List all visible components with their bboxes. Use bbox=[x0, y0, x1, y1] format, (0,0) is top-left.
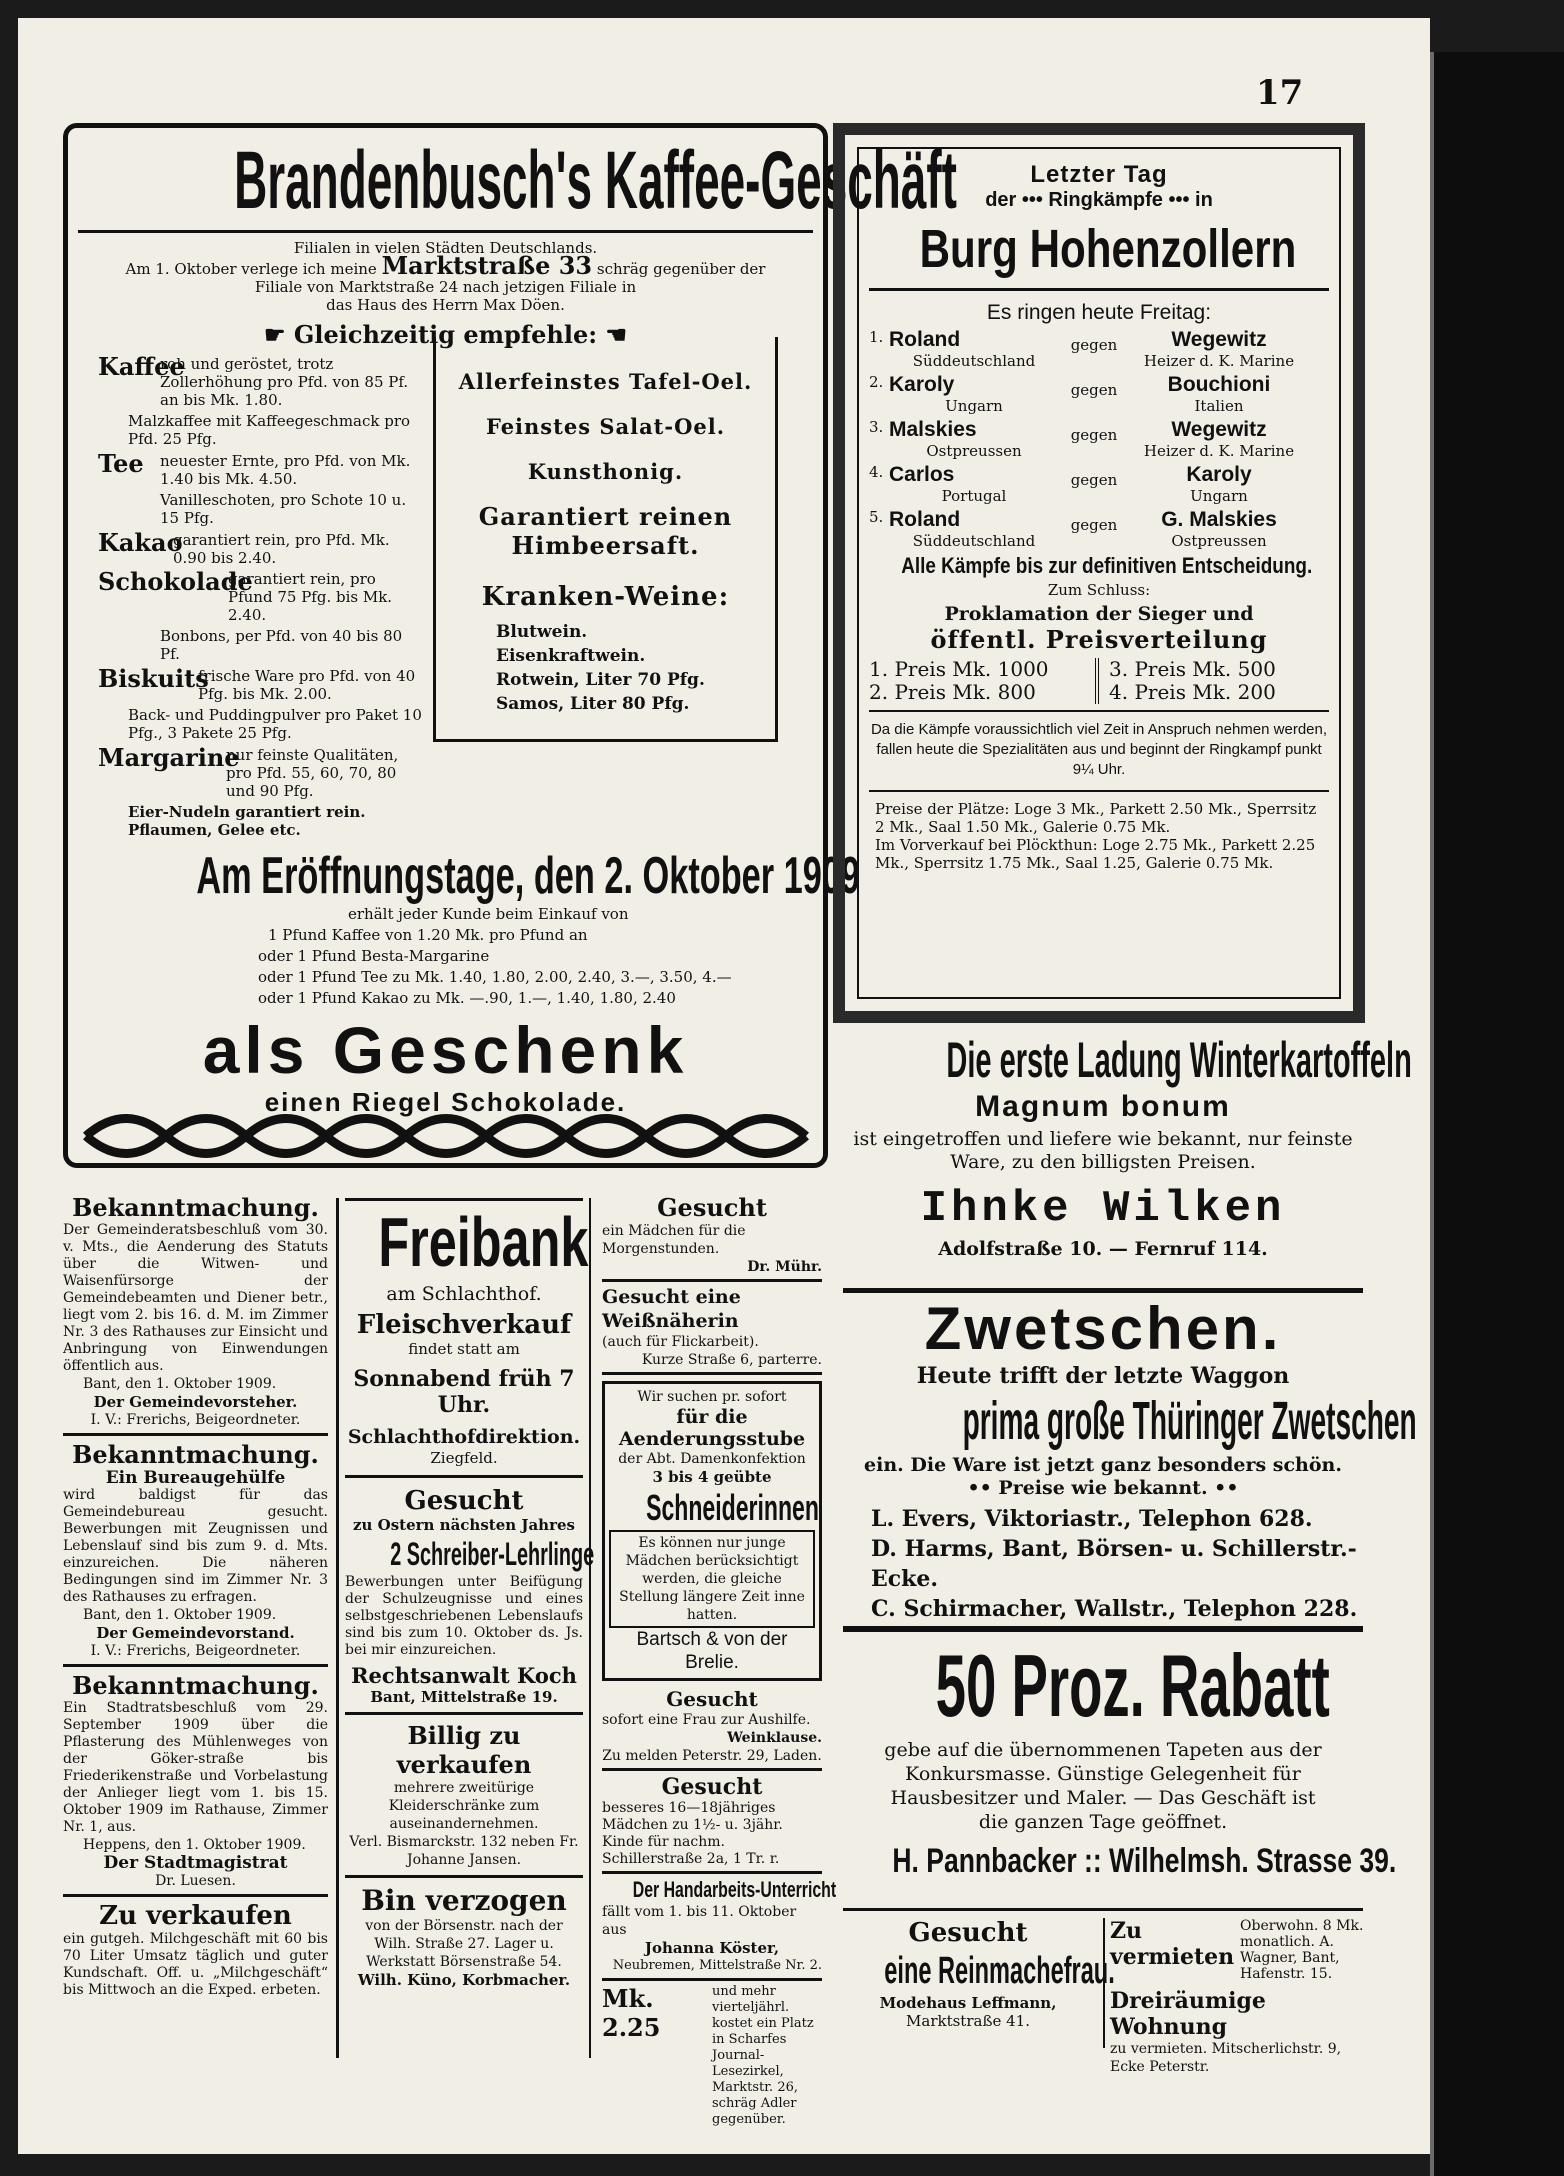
opening-day-heading: Am Eröffnungstage, den 2. Oktober 1909 bbox=[196, 847, 861, 905]
gift-heading: als Geschenk bbox=[202, 1013, 689, 1087]
pointing-hand-left-icon: ☚ bbox=[605, 320, 627, 349]
move-notice: Am 1. Oktober verlege ich meine Marktstraße 33 schräg gegenüber der Filiale von Marktstraße 24 nach jetzigen Filiale in das Haus des Herrn Max Döen. bbox=[125, 251, 766, 314]
zwetschen-sellers: L. Evers, Viktoriastr., Telephon 628. D. Harms, Bant, Börsen- u. Schillerstr.-Ecke. C. Schirmacher, Wallstr., Telephon 228. bbox=[871, 1506, 1358, 1622]
brandenbusch-title: Brandenbusch's Kaffee-Geschäft bbox=[234, 135, 957, 226]
column-1: Bekanntmachung. Der Gemeinderatsbeschluß vom 30. v. Mts., die Aenderung des Statuts über die Witwen- und Waisenfürsorge der Gemeindebeamten und Diener betr., liegt vom 2. bis 16. d. M. im Zimmer Nr. 3 des Rathauses zur Einsicht und Anbringung von Einwendungen öffentlich aus. Bant, den 1. Oktober 1909. Der Gemeindevorsteher. I. V.: Frerichs, Beigeordneter. Bekanntmachung. Ein Bureaugehülfe wird baldigst für das Gemeindebureau gesucht. Bewerbungen mit Zeugnissen und Lebenslauf sind bis zum 9. d. Mts. einzureichen. Die näheren Bedingungen sind im Zimmer Nr. 3 des Rathauses zu erfragen. Bant, den 1. Oktober 1909. Der Gemeindevorstand. I. V.: Frerichs, Beigeordneter. Bekanntmachung. Ein Stadtratsbeschluß vom 29. September 1909 über die Pflasterung des Mühlenweges von der Göker-straße bis Friederikenstraße und Vorbelastung der Anlieger liegt vom 1. bis 15. Oktober 1909 im Rathause, Zimmer Nr. 1, aus. Heppens, den 1. Oktober 1909. Der Stadtmagistrat Dr. Luesen. Zu verkaufen ein gutgeh. Milchgeschäft mit 60 bis 70 Liter Umsatz täglich und guter Kundschaft. Off. u. „Milchgeschäft“ bis Mittwoch an die Exped. erbeten. bbox=[63, 1193, 328, 1998]
brandenbusch-products-right: Allerfeinstes Tafel-Oel. Feinstes Salat-Oel. Kunsthonig. Garantiert reinen Himbeersaft. Kranken-Weine: Blutwein. Eisenkraftwein. Rotwein, Liter 70 Pfg. Samos, Liter 80 Pfg. bbox=[433, 337, 778, 742]
prize-table: 1. Preis Mk. 1000 3. Preis Mk. 500 2. Preis Mk. 800 4. Preis Mk. 200 bbox=[869, 658, 1329, 712]
brandenbusch-products-left: Kaffee roh und geröstet, trotz Zollerhöhung pro Pfd. von 85 Pf. an bis Mk. 1.80. Malzkaffee mit Kaffeegeschmack pro Pfd. 25 Pfg. Tee neuester Ernte, pro Pfd. von Mk. 1.40 bis Mk. 4.50. Vanilleschoten, pro Schote 10 u. 15 Pfg. Kakao garantiert rein, pro Pfd. Mk. 0.90 bis 2.40. Schokolade garantiert rein, pro Pfund 75 Pfg. bis Mk. 2.40. Bonbons, per Pfd. von 40 bis 80 Pf. Biskuits frische Ware pro Pfd. von 40 Pfg. bis Mk. 2.00. Back- und Puddingpulver pro Paket 10 Pfg., 3 Pakete 25 Pfg. Margarine nur feinste Qualitäten, pro Pfd. 55, 60, 70, 80 und 90 Pfg. Eier-Nudeln garantiert rein. Pflaumen, Gelee etc. bbox=[98, 352, 422, 839]
rabatt-ad: 50 Proz. Rabatt gebe auf die übernommenen Tapeten aus der Konkursmasse. Günstige Gelegenheit für Hausbesitzer und Maler. — Das Geschäft ist die ganzen Tage geöffnet. H. Pannbacker :: Wilhelmsh. Strasse 39. bbox=[884, 1636, 1397, 1880]
schneiderinnen-ad: Wir suchen pr. sofort für die Aenderungsstube der Abt. Damenkonfektion 3 bis 4 geübte Schneiderinnen Es können nur junge Mädchen berücksichtigt werden, die gleiche Stellung längere Zeit inne hatten. Bartsch & von der Brelie. bbox=[602, 1381, 822, 1681]
column-2: Freibank am Schlachthof. Fleischverkauf findet statt am Sonnabend früh 7 Uhr. Schlachthofdirektion. Ziegfeld. Gesucht zu Ostern nächsten Jahres 2 Schreiber-Lehrlinge Bewerbungen unter Beifügung der Schulzeugnisse und eines selbstgeschriebenen Lebenslaufs sind bis zum 10. Oktober ds. Js. bei mir einzureichen. Rechtsanwalt Koch Bant, Mittelstraße 19. Billig zu verkaufen mehrere zweitürige Kleiderschränke zum auseinandernehmen. Verl. Bismarckstr. 132 neben Fr. Johanne Jansen. Bin verzogen von der Börsenstr. nach der Wilh. Straße 27. Lager u. Werkstatt Börsenstraße 54. Wilh. Küno, Korbmacher. bbox=[336, 1198, 591, 2058]
pointing-hand-right-icon: ☛ bbox=[264, 320, 286, 349]
zwetschen-ad: Zwetschen. Heute trifft der letzte Waggon prima große Thüringer Zwetschen ein. Die Ware ist jetzt ganz besonders schön. •• Preise wie bekannt. •• L. Evers, Viktoriastr., Telephon 628. D. Harms, Bant, Börsen- u. Schillerstr.-Ecke. C. Schirmacher, Wallstr., Telephon 228. bbox=[833, 1293, 1373, 1623]
venue-title: Burg Hohenzollern bbox=[919, 219, 1297, 279]
column-3: Gesucht ein Mädchen für die Morgenstunden. Dr. Mühr. Gesucht eine Weißnäherin (auch für Flickarbeit). Kurze Straße 6, parterre. Wir suchen pr. sofort für die Aenderungsstube der Abt. Damenkonfektion 3 bis 4 geübte Schneiderinnen Es können nur junge Mädchen berücksichtigt werden, die gleiche Stellung längere Zeit inne hatten. Bartsch & von der Brelie. Gesucht sofort eine Frau zur Aushilfe. Weinklause. Zu melden Peterstr. 29, Laden. Gesucht besseres 16—18jähriges Mädchen zu 1½- u. 3jähr. Kinde für nachm. Schillerstraße 2a, 1 Tr. r. Der Handarbeits-Unterricht fällt vom 1. bis 11. Oktober aus Johanna Köster, Neubremen, Mittelstraße Nr. 2. Mk. 2.25 und mehr vierteljährl. kostet ein Platz in Scharfes Journal-Lesezirkel, Marktstr. 26, schräg Adler gegenüber. bbox=[602, 1193, 837, 2127]
gift-subline: einen Riegel Schokolade. bbox=[264, 1087, 627, 1117]
brandenbusch-ad bbox=[63, 123, 957, 1168]
recommend-line: ☛ Gleichzeitig empfehle: ☚ bbox=[264, 320, 627, 349]
gift-conditions: erhält jeder Kunde beim Einkauf von 1 Pfund Kaffee von 1.20 Mk. pro Pfund an oder 1 Pfund Besta-Margarine oder 1 Pfund Tee zu Mk. 1.40, 1.80, 2.00, 2.40, 3.—, 3.50, 4.— oder 1 Pfund Kakao zu Mk. —.90, 1.—, 1.40, 1.80, 2.40 bbox=[258, 905, 732, 1007]
kartoffeln-ad: Die erste Ladung Winterkartoffeln Magnum bonum ist eingetroffen und liefere wie bekannt, nur feinste Ware, zu den billigsten Preisen. Ihnke Wilken Adolfstraße 10. — Fernruf 114. bbox=[853, 1032, 1412, 1260]
branches-line: Filialen in vielen Städten Deutschlands. bbox=[293, 239, 598, 257]
vermieten-ad: Zu vermieten Oberwohn. 8 Mk. monatlich. A. Wagner, Bant, Hafenstr. 15. Dreiräumige Wohnung zu vermieten. Mitscherlichstr. 9, Ecke Peterstr. bbox=[1110, 1918, 1364, 2075]
ringkampf-ad: Letzter Tag der ••• Ringkämpfe ••• in Burg Hohenzollern Es ringen heute Freitag: 1. Roland Süddeutschland gegen Wegewitz Heizer d. K. Marine 2. Karoly Ungarn gegen Bouchioni Italien 3. Malskies Ostpreussen gegen Wegewitz Heizer d. K. Marine 4. Carlos Portugal gegen Karoly Ungarn 5. Roland Süddeutschland gegen G. Malskies Ostpreussen Alle Kämpfe bis zur definitiven Entscheidung. Zum Schluss: Proklamation der Sieger und öffentl. Preisverteilung 1. Preis Mk. 1000 3. Preis Mk. 500 2. Preis Mk. 800 4. Preis Mk. 200 Da die Kämpfe voraussichtlich viel Zeit in Anspruch nehmen werden, fallen heute die Spezialitäten aus und beginnt der Ringkampf punkt 9¼ Uhr. Preise der Plätze: Loge 3 Mk., Parkett 2.50 Mk., Sperrsitz 2 Mk., Saal 1.50 Mk., Galerie 0.75 Mk. Im Vorverkauf bei Plöckthun: Loge 2.75 Mk., Parkett 2.25 Mk., Sperrsitz 1.75 Mk., Saal 1.25, Galerie 0.75 Mk. bbox=[833, 123, 1365, 1023]
bouts-list: 1. Roland Süddeutschland gegen Wegewitz Heizer d. K. Marine 2. Karoly Ungarn gegen Bouchioni Italien 3. Malskies Ostpreussen gegen Wegewitz Heizer d. K. Marine 4. Carlos Portugal gegen Karoly Ungarn 5. Roland Süddeutschland gegen G. Malskies Ostpreussen bbox=[869, 328, 1295, 550]
newspaper-page bbox=[18, 18, 1430, 2154]
page-number: 17 bbox=[1256, 73, 1304, 113]
reinmache-ad: Gesucht eine Reinmachefrau. Modehaus Leffmann, Marktstraße 41. bbox=[833, 1918, 1105, 2048]
book-spine bbox=[1430, 52, 1564, 2176]
ornament-border bbox=[76, 1101, 816, 1171]
